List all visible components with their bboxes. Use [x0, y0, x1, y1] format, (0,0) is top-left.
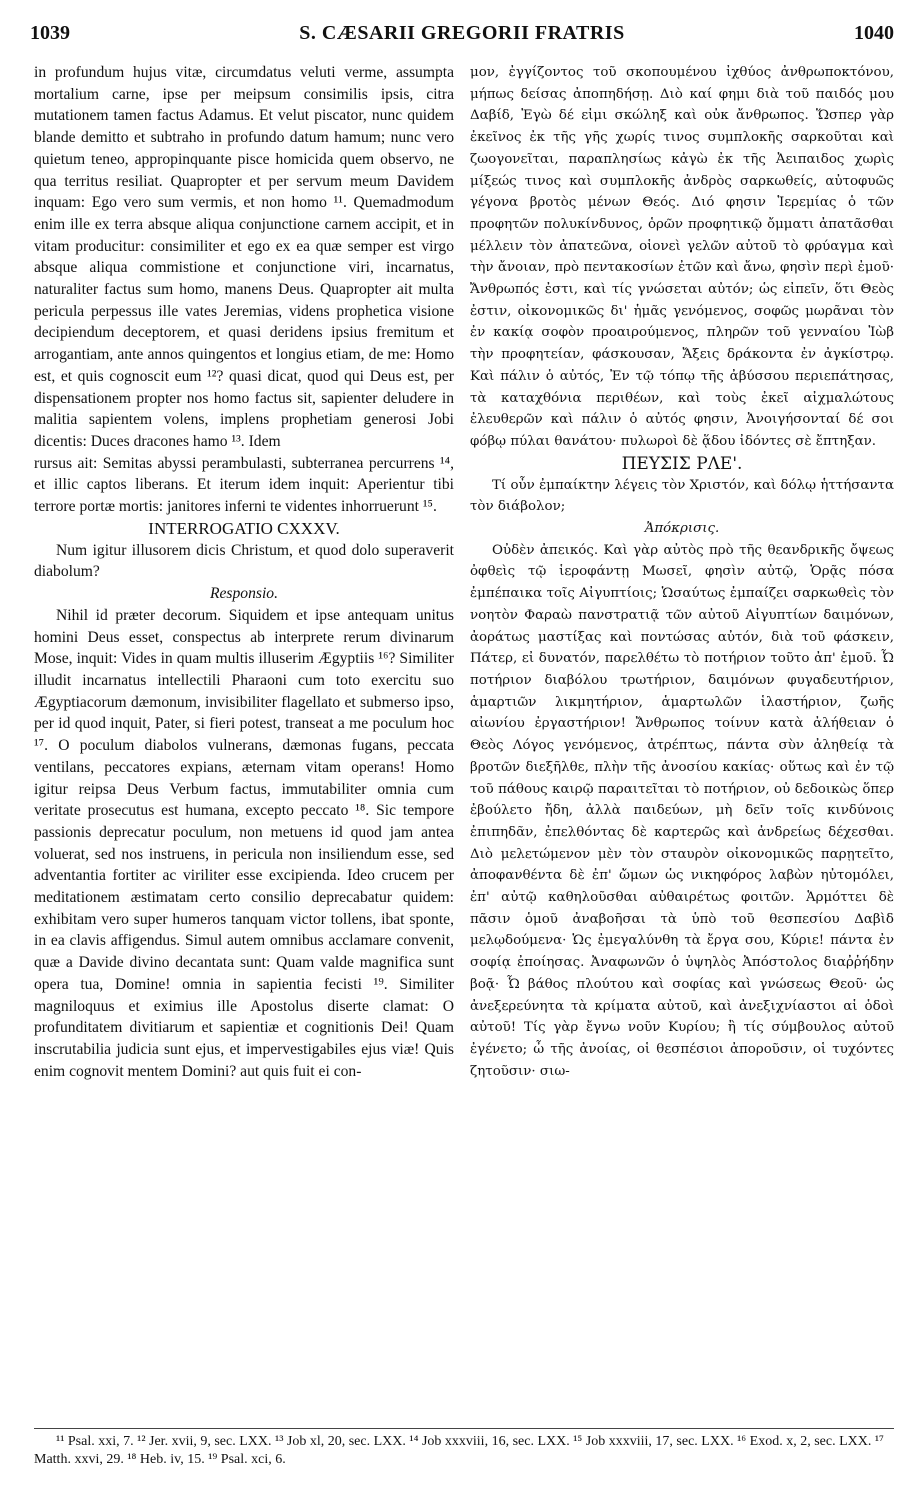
greek-column — [470, 62, 894, 1082]
left-page-number: 1039 — [30, 22, 70, 44]
greek-paragraph-1: μον, ἐγγίζοντος τοῦ σκοπουμένου ἰχθύος ἀνθρωποκτόνου, μήπως δείσας ἀποπηδήσῃ. Διὸ καί φημι διὰ τοῦ παιδός μου Δαβίδ, Ἐγὼ δέ εἰμι σκώληξ καὶ οὐκ ἄνθρωπος. Ὥσπερ γὰρ ἐκεῖνος ἐκ τῆς γῆς χωρίς τινος συμπλοκῆς σαρκοῦται καὶ ζωογονεῖται, παραπλησίως κἀγὼ ἐκ τῆς Ἀειπαιδος χωρὶς μίξεώς τινος καὶ συμπλοκῆς ἀνδρὸς σαρκωθείς, αὐτοφυῶς γέγονα βροτὸς μένων Θεός. Διό φησιν Ἱερεμίας ὁ τῶν προφητῶν πολυκίνδυνος, ὁρῶν προφητικῷ ὄμματι ἀπατᾶσθαι μέλλειν τὸν ἀπατεῶνα, οἱονεὶ γελῶν αὐτοῦ τὸ φρύαγμα καὶ τὴν ἄνοιαν, πρὸ πεντακοσίων ἐτῶν καὶ ἄνω, φησὶν περὶ ἐμοῦ· Ἄνθρωπός ἐστι, καὶ τίς γνώσεται αὐτόν; ὡς εἰπεῖν, ὅτι Θεὸς ἐστιν, οἰκονομικῶς δι' ἡμᾶς γενόμενος, σοφῶς μωρᾶναι τὸν ἐν κακίᾳ σοφὸν προαιρούμενος, πληρῶν τοῦ γενναίου Ἰὼβ τὴν προφητείαν, φάσκουσαν, Ἄξεις δράκοντα ἐν ἀγκίστρῳ. Καὶ πάλιν ὁ αὐτός, Ἐν τῷ τόπῳ τῆς ἀβύσσου περιεπάτησας, τὰ καταχθόνια περιθέων, καὶ τοὺς ἐκεῖ αἰχμαλώτους ἐλευθερῶν καὶ πάλιν ὁ αὐτός φησιν, Ἀνοιγήσονταί δέ σοι φόβῳ πύλαι θανάτου· πυλωροὶ δὲ ᾅδου ἰδόντες σὲ ἔπτηξαν. — [470, 65, 894, 449]
latin-paragraph-1: in profundum hujus vitæ, circumdatus veluti verme, assumpta mortalium carne, ipse per meipsum consimilis ipsis, citra mutationem tamen factus Adamus. Et velut piscator, nunc quidem blande demitto et subtraho in profundo datum hamum; nunc vero quietum teneo, appropinquante pisce homicida quem observo, ne qua territus resiliat. Quapropter et per servum meum Davidem inquam: Ego vero sum vermis, et non homo ¹¹. Quemadmodum enim ille ex terra absque aliqua conjunctione carnem accipit, et in vitam producitur: consimiliter et ego ex ea quæ semper est virgo absque aliqua commistione et conjunctione viri, incarnatus, naturaliter factus sum homo, manens Deus. Quapropter ait multa pericula perpessus ille vates Jeremias, videns prophetica visione decipiendum deceptorem, et quasi deridens ipsius fremitum et arrogantiam, ante annos quingentos et longius etiam, de me: Homo est, et quis cognoscit eum ¹²? quasi dicat, quod qui Deus est, per dispensationem propter nos homo factus sit, sapienter deludere in malitia sapientem volens, implens prophetiam generosi Jobi dicentis: Duces dracones hamo ¹³. Idem — [34, 64, 454, 450]
running-title: S. CÆSARII GREGORII FRATRIS — [299, 22, 625, 44]
footnotes — [34, 1428, 894, 1469]
latin-cross-text: rursus ait: Semitas abyssi perambulasti, subterranea percurrens ¹⁴, et illic captos liberans. Et iterum idem inquit: Aperientur tibi terrore portæ mortis: janitores inferni te videntes inhorruerunt ¹⁵. — [34, 454, 454, 516]
greek-paragraph-2: Οὐδὲν ἀπεικός. Καὶ γὰρ αὐτὸς πρὸ τῆς θεανδρικῆς ὄψεως ὀφθεὶς τῷ ἱεροφάντῃ Μωσεῖ, φησὶν αὐτῷ, Ὁρᾷς πόσα ἐμπέπαικα τοῖς Αἰγυπτίοις; Ὡσαύτως ἐμπαίζει σαρκωθεὶς τὸν νοητὸν Φαραὼ πανστρατιᾷ τῶν αὐτοῦ Αἰγυπτίων δαιμόνων, ἀοράτως μαστίξας καὶ ποντώσας αὐτόν, διὰ τοῦ φάσκειν, Πάτερ, εἰ δυνατόν, παρελθέτω τὸ ποτήριον τοῦτο ἀπ' ἐμοῦ. Ὦ ποτήριον διαβόλου τρωτήριον, δαιμόνων φυγαδευτήριον, ἁμαρτιῶν λικμητήριον, ἁμαρτωλῶν ἱλαστήριον, ζωῆς αἰωνίου ἐργαστήριον! Ἄνθρωπος τοίνυν κατὰ ἀλήθειαν ὁ Θεὸς Λόγος γενόμενος, ἀτρέπτως, πάντα σὺν ἀληθείᾳ τὰ βροτῶν διεξῆλθε, πλὴν τῆς ἀνοσίου κακίας· οὕτως καὶ ἐν τῷ τοῦ πάθους καιρῷ παραιτεῖται τὸ ποτήριον, οὐ δεδοικὼς ὅπερ ἐβούλετο ἤδη, ἀλλὰ παιδεύων, μὴ δεῖν τοῖς κινδύνοις ἐπιπηδᾶν, ἐπελθόντας δὲ καρτερῶς καὶ ἀνδρείως δέχεσθαι. Διὸ μελετώμενον μὲν τὸν σταυρὸν οἰκονομικῶς παρῃτεῖτο, ἀποφανθέντα δὲ ἐπ' ὤμων ὡς νικηφόρος λαβὼν ηὐτομόλει, ἐπ' αὐτῷ καθηλοῦσθαι αὐθαιρέτως φοιτῶν. Ἁρμόττει δὲ πᾶσιν ὁμοῦ ἀναβοῆσαι τὰ ὑπὸ τοῦ θεσπεσίου Δαβὶδ μελῳδούμενα· Ὡς ἐμεγαλύνθη τὰ ἔργα σου, Κύριε! πάντα ἐν σοφίᾳ ἐποίησας. Ἀναφωνῶν ὁ ὑψηλὸς Ἀπόστολος διαῤῥήδην βοᾷ· Ὦ βάθος πλούτου καὶ σοφίας καὶ γνώσεως Θεοῦ· ὡς ἀνεξερεύνητα τὰ κρίματα αὐτοῦ, καὶ ἀνεξιχνίαστοι αἱ ὁδοὶ αὐτοῦ! Τίς γὰρ ἔγνω νοῦν Κυρίου; ἢ τίς σύμβουλος αὐτοῦ ἐγένετο; ὦ τῆς ἀνοίας, οἱ θεσπέσιοι ἀποροῦσιν, οἱ τυχόντες ζητοῦσιν· σιω- — [470, 542, 894, 1079]
greek-responsio-label: Ἀπόκρισις. — [644, 521, 720, 537]
page-header — [30, 22, 894, 52]
latin-column — [34, 62, 454, 1082]
latin-section-title: INTERROGATIO CXXXV. — [148, 518, 340, 538]
right-page-number: 1040 — [854, 22, 894, 44]
greek-section-title: ΠΕΥΣΙΣ ΡΛΕ'. — [621, 453, 743, 474]
footnote-text: ¹¹ Psal. xxi, 7. ¹² Jer. xvii, 9, sec. LXX. ¹³ Job xl, 20, sec. LXX. ¹⁴ Job xxxviii, 16, sec. LXX. ¹⁵ Job xxxviii, 17, sec. LXX. ¹⁶ Exod. x, 2, sec. LXX. ¹⁷ Matth. xxvi, 29. ¹⁸ Heb. iv, 15. ¹⁹ Psal. xci, 6. — [34, 1434, 884, 1467]
latin-paragraph-2: Nihil id præter decorum. Siquidem et ipse antequam unitus homini Deus esset, conspectus ab interprete rerum divinarum Mose, inquit: Vides in quam multis illuserim Ægyptiis ¹⁶? Similiter illudit incarnatus intellectili Pharaoni cum toto exercitu suo Ægyptiacorum dæmonum, invisibiliter flagellato et submerso ipso, per id quod inquit, Pater, si fieri potest, transeat a me poculum hoc ¹⁷. O poculum diabolos vulnerans, dæmonas fugans, peccata ventilans, peccatores expians, æternam vitam operans! Homo igitur reipsa Deus Verbum factus, immutabiliter omnia cum veritate prosecutus est humana, excepto peccato ¹⁸. Sic tempore passionis deprecatur poculum, non metuens id quod jam antea voluerat, sed nos instruens, in pericula non insiliendum esse, sed adventantia fortiter ac viriliter esse excipienda. Ideo crucem per meditationem æstimatam certo consilio deprecabatur quidem: exhibitam vero super humeros tanquam victor tollens, ibat sponte, in ea clavis affigendus. Simul autem omnibus acclamare convenit, quæ a Davide divino decantata sunt: Quam valde magnifica sunt opera tua, Domine! omnia in sapientia fecisti ¹⁹. Similiter magniloquus et eximius ille Apostolus diserte clamat: O profunditatem divitiarum et sapientiæ et cognitionis Dei! Quam inscrutabilia judicia sunt ejus, et impervestigabiles ejus viæ! Quis enim cognovit mentem Domini? aut quis fuit ei con- — [34, 606, 454, 1080]
latin-question: Num igitur illusorem dicis Christum, et quod dolo superaverit diabolum? — [34, 541, 454, 581]
latin-responsio-label: Responsio. — [209, 585, 278, 603]
greek-question: Τί οὖν ἐμπαίκτην λέγεις τὸν Χριστόν, καὶ δόλῳ ἡττήσαντα τὸν διάβολον; — [470, 477, 894, 515]
